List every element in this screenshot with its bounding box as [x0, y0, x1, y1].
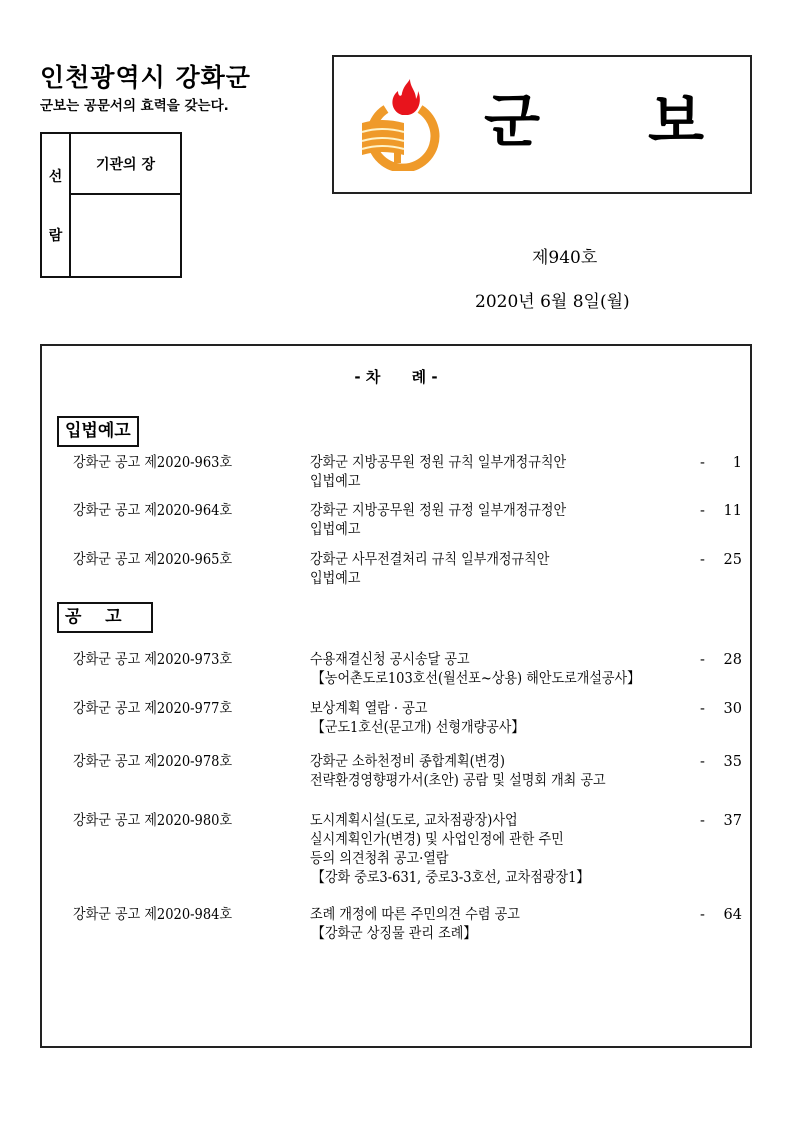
section-legislative-notice: 입법예고 [57, 416, 139, 447]
review-side-column [42, 134, 71, 276]
notice-title [310, 812, 589, 888]
review-box [40, 132, 182, 278]
gazette-title-char-1: 군 [484, 87, 541, 155]
toc-title: - 차 례 - [354, 368, 438, 386]
notice-title [310, 753, 606, 791]
notice-title [310, 551, 549, 589]
notice-title [310, 454, 566, 492]
leader-dash: - [700, 907, 705, 923]
notice-title-line: 강화군 지방공무원 정원 규칙 일부개정규칙안 [310, 455, 567, 471]
notice-title-line: 강화군 사무전결처리 규칙 일부개정규칙안 [310, 552, 550, 568]
emblem-icon [358, 79, 444, 171]
notice-title-line: 전략환경영향평가서(초안) 공람 및 설명회 개최 공고 [310, 773, 606, 789]
gazette-subtitle: 군보는 공문서의 효력을 갖는다. [40, 98, 229, 114]
gazette-banner [332, 55, 752, 194]
notice-title-line: 입법예고 [310, 522, 361, 538]
notice-title-line: 보상계획 열람 · 공고 [310, 701, 428, 717]
page-number: 64 [723, 907, 742, 923]
notice-ref: 강화군 공고 제2020-977호 [73, 701, 233, 717]
page-number: 37 [723, 813, 742, 829]
notice-title-line: 도시계획시설(도로, 교차점광장)사업 [310, 813, 518, 829]
notice-project-line: 【군도1호선(문고개) 선형개량공사】 [311, 720, 525, 736]
notice-ref: 강화군 공고 제2020-984호 [73, 907, 233, 923]
organization-title: 인천광역시 강화군 [40, 63, 251, 92]
notice-ref: 강화군 공고 제2020-965호 [73, 552, 233, 568]
page-number: 11 [723, 503, 742, 519]
leader-dash: - [700, 701, 705, 717]
notice-title-line: 조례 개정에 따른 주민의견 수렴 공고 [310, 907, 520, 923]
notice-ref: 강화군 공고 제2020-980호 [73, 813, 233, 829]
section-public-notice: 공 고 [57, 602, 153, 633]
page-number: 28 [723, 652, 742, 668]
notice-title-line: 실시계획인가(변경) 및 사업인정에 관한 주민 [310, 832, 564, 848]
notice-title-line: 등의 의견청취 공고·열람 [310, 851, 449, 867]
notice-ref: 강화군 공고 제2020-964호 [73, 503, 233, 519]
review-head-label: 기관의 장 [71, 134, 180, 195]
page-number: 25 [723, 552, 742, 568]
leader-dash: - [700, 813, 705, 829]
page-number: 35 [723, 754, 742, 770]
gazette-title-char-2: 보 [647, 87, 704, 155]
notice-project-line: 【농어촌도로103호선(월선포~상용) 해안도로개설공사】 [311, 671, 641, 687]
review-label-bottom: 람 [48, 228, 63, 244]
notice-ref: 강화군 공고 제2020-978호 [73, 754, 233, 770]
notice-title-line: 입법예고 [310, 474, 361, 490]
notice-title-line: 입법예고 [310, 571, 361, 587]
notice-ref: 강화군 공고 제2020-963호 [73, 455, 233, 471]
review-label-top: 선 [48, 169, 63, 185]
notice-title [310, 502, 566, 540]
leader-dash: - [700, 552, 705, 568]
notice-title-line: 강화군 소하천정비 종합계획(변경) [310, 754, 505, 770]
notice-title-line: 강화군 지방공무원 정원 규정 일부개정규정안 [310, 503, 567, 519]
gazette-title [484, 85, 744, 157]
notice-ref: 강화군 공고 제2020-973호 [73, 652, 233, 668]
leader-dash: - [700, 455, 705, 471]
leader-dash: - [700, 754, 705, 770]
leader-dash: - [700, 652, 705, 668]
table-of-contents [40, 344, 752, 1048]
leader-dash: - [700, 503, 705, 519]
page-number: 30 [723, 701, 742, 717]
notice-title-line: 수용재결신청 공시송달 공고 [310, 652, 470, 668]
issue-number: 제940호 [532, 248, 598, 268]
notice-title [310, 700, 524, 738]
notice-project-line: 【강화 중로3-631, 중로3-3호선, 교차점광장1】 [311, 870, 590, 886]
review-signature-area [71, 195, 180, 276]
notice-project-line: 【강화군 상징물 관리 조례】 [311, 926, 477, 942]
notice-title [310, 651, 640, 689]
page-number: 1 [732, 455, 742, 471]
notice-title [310, 906, 520, 944]
issue-date: 2020년 6월 8일(월) [475, 292, 630, 312]
